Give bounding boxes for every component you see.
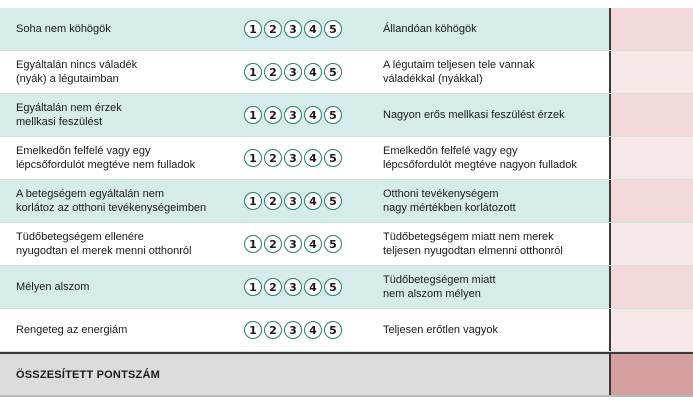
rating-option[interactable]: 5 <box>324 235 342 253</box>
rating-option[interactable]: 3 <box>284 278 302 296</box>
score-cell[interactable] <box>609 8 693 50</box>
rating-option[interactable]: 4 <box>304 321 322 339</box>
rating-scale <box>244 51 342 93</box>
rating-option[interactable]: 3 <box>284 235 302 253</box>
rating-option[interactable]: 5 <box>324 63 342 81</box>
rating-option[interactable]: 3 <box>284 149 302 167</box>
rating-option[interactable]: 4 <box>304 20 322 38</box>
rating-scale <box>244 8 342 50</box>
table-row <box>0 309 693 352</box>
left-statement: Soha nem köhögök <box>16 23 111 35</box>
left-statement: Emelkedőn felfelé vagy egy lépcsőfordulót megtéve nem fulladok <box>16 145 196 171</box>
rating-option[interactable]: 2 <box>264 20 282 38</box>
score-cell[interactable] <box>609 137 693 179</box>
score-cell[interactable] <box>609 180 693 222</box>
rating-option[interactable]: 5 <box>324 321 342 339</box>
questionnaire-table <box>0 8 693 397</box>
total-score-cell[interactable] <box>609 354 693 395</box>
score-cell[interactable] <box>609 94 693 136</box>
rating-option[interactable]: 2 <box>264 192 282 210</box>
left-statement: Mélyen alszom <box>16 281 90 293</box>
right-statement: Tüdőbetegségem miatt nem alszom mélyen <box>383 274 496 300</box>
left-statement: Egyáltalán nincs váladék (nyák) a légutaimban <box>16 59 138 85</box>
table-row <box>0 51 693 94</box>
rating-option[interactable]: 2 <box>264 149 282 167</box>
rating-option[interactable]: 2 <box>264 235 282 253</box>
table-row <box>0 94 693 137</box>
score-cell[interactable] <box>609 223 693 265</box>
right-statement: Emelkedőn felfelé vagy egy lépcsőfordulót megtéve nagyon fulladok <box>383 145 577 171</box>
rating-option[interactable]: 3 <box>284 321 302 339</box>
rating-option[interactable]: 1 <box>244 321 262 339</box>
rating-scale <box>244 309 342 351</box>
score-cell[interactable] <box>609 266 693 308</box>
rating-scale <box>244 94 342 136</box>
table-row <box>0 8 693 51</box>
rating-option[interactable]: 1 <box>244 235 262 253</box>
rating-option[interactable]: 1 <box>244 106 262 124</box>
rating-scale <box>244 180 342 222</box>
rating-option[interactable]: 4 <box>304 278 322 296</box>
rating-option[interactable]: 2 <box>264 321 282 339</box>
rating-option[interactable]: 3 <box>284 63 302 81</box>
rating-option[interactable]: 3 <box>284 106 302 124</box>
rating-option[interactable]: 5 <box>324 106 342 124</box>
rating-option[interactable]: 4 <box>304 192 322 210</box>
left-statement: Rengeteg az energiám <box>16 324 128 336</box>
right-statement: A légutaim teljesen tele vannak váladékkal (nyákkal) <box>383 59 535 85</box>
right-statement: Otthoni tevékenységem nagy mértékben korlátozott <box>383 188 516 214</box>
rating-option[interactable]: 3 <box>284 192 302 210</box>
rating-option[interactable]: 1 <box>244 63 262 81</box>
rating-option[interactable]: 2 <box>264 106 282 124</box>
table-row <box>0 180 693 223</box>
top-margin <box>0 0 693 8</box>
left-statement: A betegségem egyáltalán nem korlátoz az otthoni tevékenységeimben <box>16 188 207 214</box>
rating-option[interactable]: 1 <box>244 192 262 210</box>
rating-option[interactable]: 5 <box>324 149 342 167</box>
rating-option[interactable]: 4 <box>304 235 322 253</box>
total-row <box>0 352 693 397</box>
right-statement: Nagyon erős mellkasi feszülést érzek <box>383 109 565 121</box>
table-row <box>0 266 693 309</box>
rating-option[interactable]: 4 <box>304 63 322 81</box>
rating-option[interactable]: 5 <box>324 278 342 296</box>
rating-scale <box>244 137 342 179</box>
rating-option[interactable]: 5 <box>324 192 342 210</box>
rating-scale <box>244 223 342 265</box>
left-statement: Tüdőbetegségem ellenére nyugodtan el merek menni otthonról <box>16 231 192 257</box>
left-statement: Egyáltalán nem érzek mellkasi feszülést <box>16 102 122 128</box>
table-row <box>0 137 693 180</box>
right-statement: Állandóan köhögök <box>383 23 477 35</box>
rating-option[interactable]: 2 <box>264 63 282 81</box>
right-statement: Tüdőbetegségem miatt nem merek teljesen nyugodtan elmenni otthonról <box>383 231 563 257</box>
rating-option[interactable]: 4 <box>304 106 322 124</box>
right-statement: Teljesen erőtlen vagyok <box>383 324 498 336</box>
score-cell[interactable] <box>609 309 693 351</box>
total-score-label: ÖSSZESÍTETT PONTSZÁM <box>16 368 160 381</box>
rating-option[interactable]: 3 <box>284 20 302 38</box>
rating-option[interactable]: 2 <box>264 278 282 296</box>
rating-option[interactable]: 4 <box>304 149 322 167</box>
rating-option[interactable]: 5 <box>324 20 342 38</box>
score-cell[interactable] <box>609 51 693 93</box>
rating-option[interactable]: 1 <box>244 149 262 167</box>
rating-option[interactable]: 1 <box>244 278 262 296</box>
rating-scale <box>244 266 342 308</box>
table-row <box>0 223 693 266</box>
rating-option[interactable]: 1 <box>244 20 262 38</box>
